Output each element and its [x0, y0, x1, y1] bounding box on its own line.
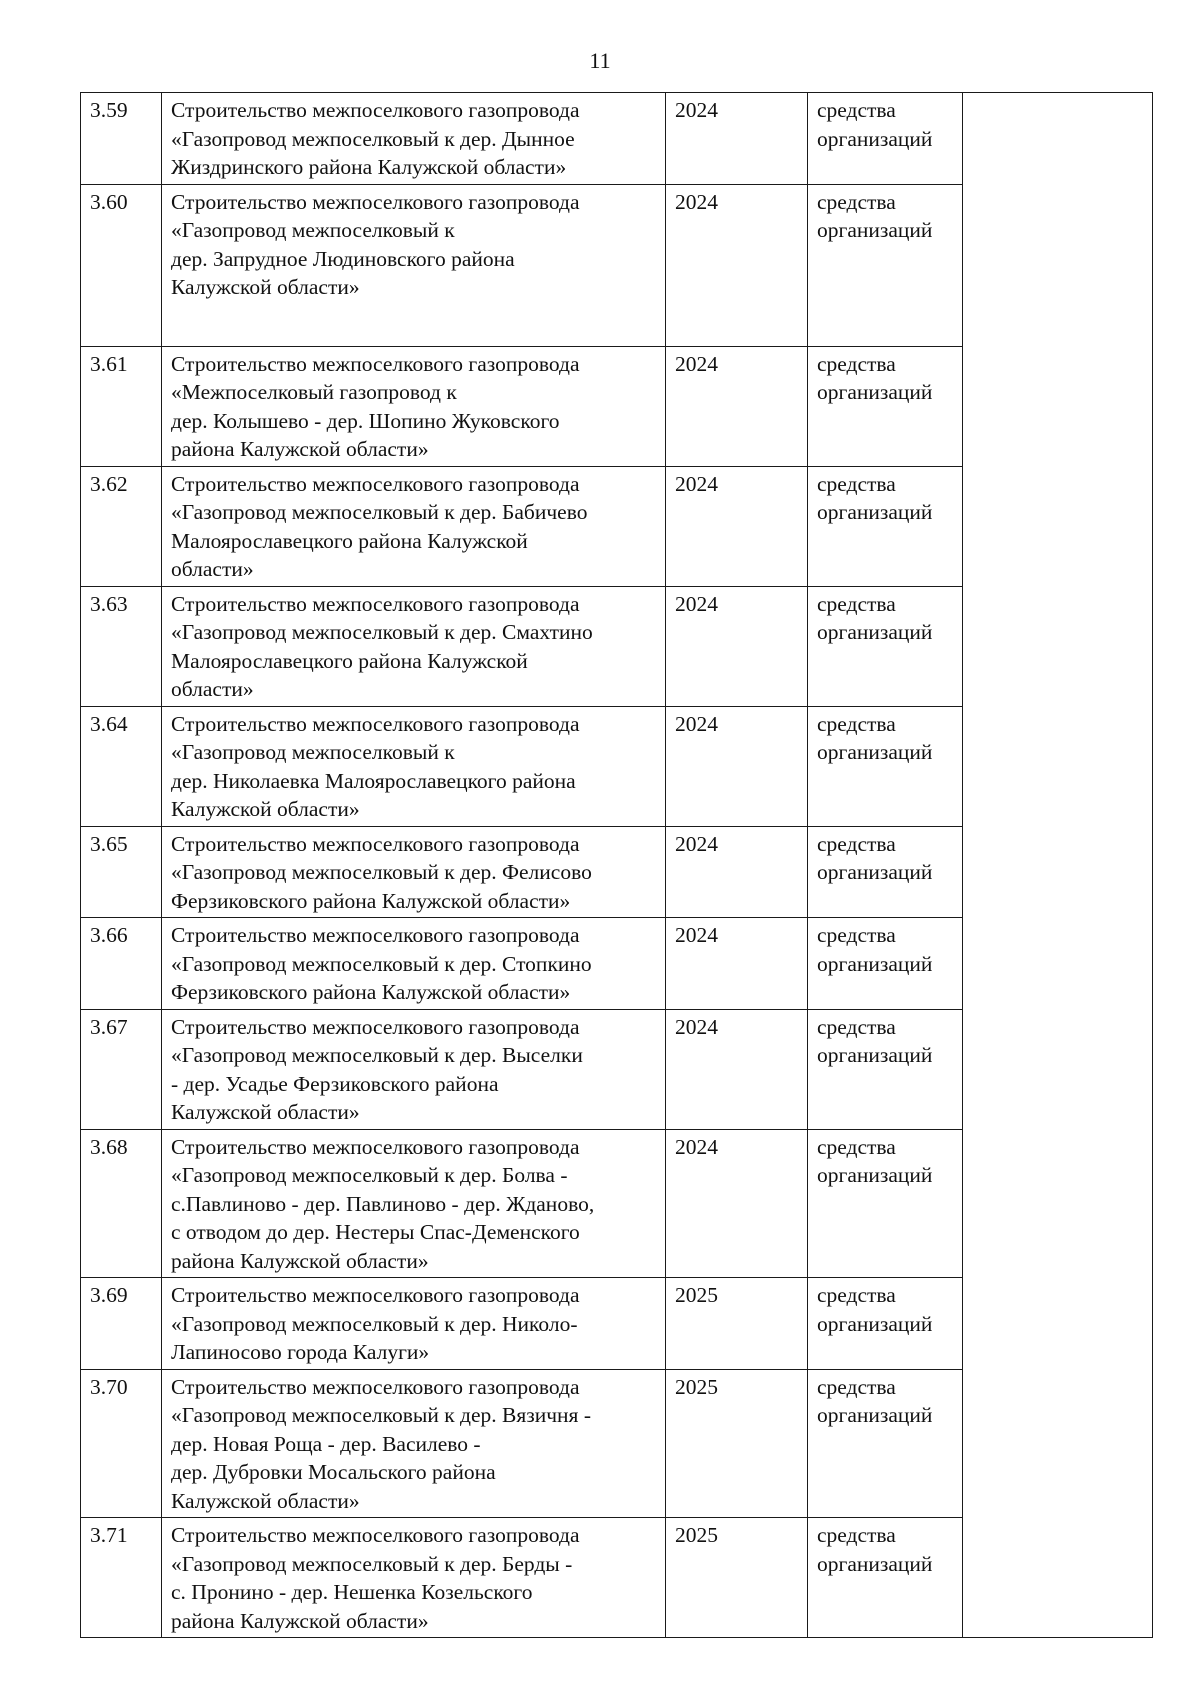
item-year: 2025	[666, 1518, 808, 1638]
gas-pipeline-table	[80, 92, 1153, 1638]
description-line: Лапиносово города Калуги»	[171, 1340, 430, 1364]
funding-source-line: организаций	[817, 620, 933, 644]
item-description	[162, 826, 666, 918]
funding-source-line: средства	[817, 189, 896, 214]
description-line: Строительство межпоселкового газопровода	[171, 189, 580, 214]
description-line: Строительство межпоселкового газопровода	[171, 98, 580, 122]
item-year: 2024	[666, 706, 808, 826]
description-line: «Газопровод межпоселковый к дер. Смахтино	[171, 620, 593, 644]
funding-source-line: средства	[817, 711, 896, 736]
description-line: района Калужской области»	[171, 1608, 429, 1633]
description-line: Строительство межпоселкового газопровода	[171, 831, 580, 856]
funding-source-line: организаций	[817, 1043, 933, 1067]
description-line: Малоярославецкого района Калужской	[171, 528, 528, 553]
description-line: «Газопровод межпоселковый к дер. Бабичево	[171, 500, 588, 524]
description-line: дер. Николаевка Малоярославецкого района	[171, 768, 576, 793]
item-description	[162, 346, 666, 466]
description-line: дер. Запрудное Людиновского района	[171, 246, 515, 271]
funding-source-line: организаций	[817, 126, 933, 151]
item-number: 3.67	[81, 1009, 162, 1129]
funding-source-line: средства	[817, 98, 896, 122]
funding-source	[808, 466, 963, 586]
funding-source-line: средства	[817, 923, 896, 947]
description-line: Калужской области»	[171, 1488, 360, 1513]
description-line: «Газопровод межпоселковый к дер. Дынное	[171, 126, 575, 151]
description-line: «Газопровод межпоселковый к дер. Стопкино	[171, 951, 592, 976]
description-line: Жиздринского района Калужской области»	[171, 155, 567, 179]
funding-source	[808, 1129, 963, 1278]
funding-source-line: средства	[817, 591, 896, 616]
item-year: 2024	[666, 586, 808, 706]
description-line: Строительство межпоселкового газопровода	[171, 351, 580, 376]
item-year: 2024	[666, 918, 808, 1010]
item-number: 3.61	[81, 346, 162, 466]
description-line: «Газопровод межпоселковый к дер. Болва -	[171, 1163, 568, 1187]
description-line: «Газопровод межпоселковый к дер. Фелисово	[171, 860, 592, 884]
item-description	[162, 586, 666, 706]
item-description	[162, 184, 666, 346]
item-year: 2024	[666, 1009, 808, 1129]
description-line: дер. Колышево - дер. Шопино Жуковского	[171, 408, 560, 433]
item-description	[162, 1278, 666, 1370]
item-year: 2024	[666, 346, 808, 466]
page-number: 11	[589, 48, 611, 73]
item-year: 2025	[666, 1369, 808, 1518]
item-year: 2025	[666, 1278, 808, 1370]
funding-source-line: средства	[817, 1014, 896, 1039]
description-line: с. Пронино - дер. Нешенка Козельского	[171, 1580, 533, 1604]
description-line: «Газопровод межпоселковый к дер. Вязичня -	[171, 1403, 591, 1427]
item-number: 3.69	[81, 1278, 162, 1370]
item-year: 2024	[666, 184, 808, 346]
table-row	[81, 93, 1153, 185]
item-number: 3.62	[81, 466, 162, 586]
description-line: с.Павлиново - дер. Павлиново - дер. Жданово,	[171, 1191, 595, 1216]
description-line: Калужской области»	[171, 1100, 360, 1124]
funding-source-line: организаций	[817, 740, 933, 764]
description-line: дер. Дубровки Мосальского района	[171, 1460, 496, 1484]
item-description	[162, 1518, 666, 1638]
funding-source-line: средства	[817, 471, 896, 496]
item-year: 2024	[666, 826, 808, 918]
description-line: Ферзиковского района Калужской области»	[171, 980, 571, 1004]
description-line: Калужской области»	[171, 797, 360, 821]
funding-source	[808, 346, 963, 466]
item-number: 3.66	[81, 918, 162, 1010]
item-description	[162, 1009, 666, 1129]
funding-source-line: организаций	[817, 1403, 933, 1427]
description-line: Малоярославецкого района Калужской	[171, 648, 528, 673]
item-description	[162, 706, 666, 826]
item-number: 3.68	[81, 1129, 162, 1278]
funding-source-line: организаций	[817, 218, 933, 242]
item-number: 3.65	[81, 826, 162, 918]
description-line: района Калужской области»	[171, 1248, 429, 1273]
description-line: Строительство межпоселкового газопровода	[171, 711, 580, 736]
description-line: района Калужской области»	[171, 437, 429, 461]
funding-source-line: организаций	[817, 951, 933, 976]
item-description	[162, 1129, 666, 1278]
notes-column-empty	[963, 93, 1153, 1638]
description-line: «Межпоселковый газопровод к	[171, 380, 457, 404]
description-line: - дер. Усадье Ферзиковского района	[171, 1071, 499, 1096]
item-description	[162, 93, 666, 185]
description-line: Строительство межпоселкового газопровода	[171, 1283, 580, 1307]
funding-source	[808, 586, 963, 706]
description-line: области»	[171, 557, 254, 581]
funding-source-line: организаций	[817, 1311, 933, 1336]
description-line: «Газопровод межпоселковый к	[171, 740, 455, 764]
funding-source-line: организаций	[817, 1163, 933, 1187]
description-line: «Газопровод межпоселковый к дер. Николо-	[171, 1311, 578, 1336]
description-line: «Газопровод межпоселковый к дер. Выселки	[171, 1043, 583, 1067]
funding-source-line: организаций	[817, 860, 933, 884]
description-line: Строительство межпоселкового газопровода	[171, 1014, 580, 1039]
funding-source	[808, 93, 963, 185]
description-line: области»	[171, 677, 254, 701]
description-line: Ферзиковского района Калужской области»	[171, 888, 571, 913]
funding-source	[808, 1518, 963, 1638]
funding-source	[808, 1009, 963, 1129]
funding-source-line: средства	[817, 1134, 896, 1159]
description-line: Строительство межпоселкового газопровода	[171, 923, 580, 947]
funding-source	[808, 1278, 963, 1370]
item-description	[162, 466, 666, 586]
item-year: 2024	[666, 93, 808, 185]
description-line: Строительство межпоселкового газопровода	[171, 1374, 580, 1399]
funding-source-line: организаций	[817, 500, 933, 524]
funding-source	[808, 826, 963, 918]
funding-source	[808, 918, 963, 1010]
description-line: Строительство межпоселкового газопровода	[171, 591, 580, 616]
funding-source-line: организаций	[817, 380, 933, 404]
item-number: 3.63	[81, 586, 162, 706]
description-line: с отводом до дер. Нестеры Спас-Деменского	[171, 1220, 580, 1244]
description-line: Строительство межпоселкового газопровода	[171, 1523, 580, 1547]
funding-source-line: средства	[817, 831, 896, 856]
item-year: 2024	[666, 466, 808, 586]
description-line: «Газопровод межпоселковый к дер. Берды -	[171, 1551, 573, 1576]
table-body	[81, 93, 1153, 1638]
item-number: 3.60	[81, 184, 162, 346]
item-number: 3.71	[81, 1518, 162, 1638]
funding-source-line: средства	[817, 1523, 896, 1547]
funding-source	[808, 184, 963, 346]
item-description	[162, 1369, 666, 1518]
item-year: 2024	[666, 1129, 808, 1278]
item-number: 3.70	[81, 1369, 162, 1518]
description-line: «Газопровод межпоселковый к	[171, 218, 455, 242]
description-line: дер. Новая Роща - дер. Василево -	[171, 1431, 481, 1456]
description-line: Строительство межпоселкового газопровода	[171, 1134, 580, 1159]
description-line: Строительство межпоселкового газопровода	[171, 471, 580, 496]
funding-source-line: средства	[817, 1374, 896, 1399]
funding-source	[808, 706, 963, 826]
funding-source-line: средства	[817, 351, 896, 376]
item-number: 3.64	[81, 706, 162, 826]
description-line: Калужской области»	[171, 275, 360, 299]
funding-source-line: организаций	[817, 1551, 933, 1576]
funding-source-line: средства	[817, 1283, 896, 1307]
item-description	[162, 918, 666, 1010]
item-number: 3.59	[81, 93, 162, 185]
funding-source	[808, 1369, 963, 1518]
